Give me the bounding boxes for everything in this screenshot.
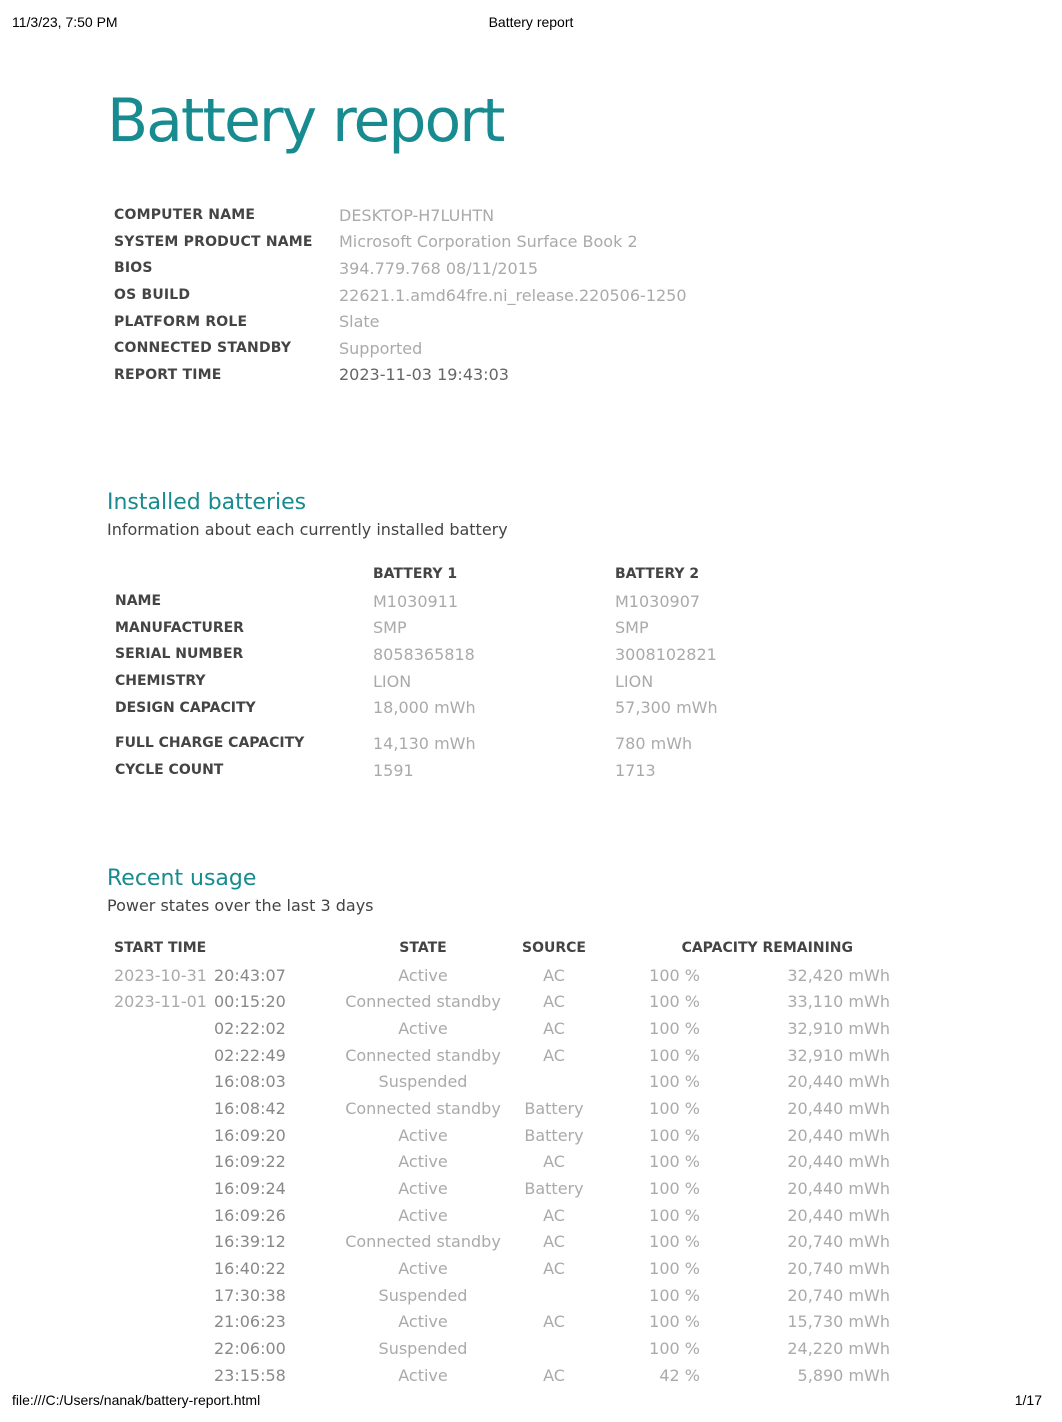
battery-1-value: LION: [373, 671, 412, 691]
print-url: file:///C:/Users/nanak/battery-report.html: [12, 1392, 261, 1408]
battery-2-value: 57,300 mWh: [615, 698, 718, 718]
system-info-value: Supported: [339, 338, 423, 358]
battery-header-blank: [115, 561, 373, 588]
system-info-row: [114, 255, 687, 282]
usage-state: Active: [398, 1365, 448, 1385]
system-info-row: [114, 282, 687, 309]
source-header: SOURCE: [522, 940, 586, 957]
usage-state: Active: [398, 1205, 448, 1225]
usage-source: [522, 1282, 586, 1309]
system-info-table: [114, 202, 687, 388]
usage-row: [114, 1042, 890, 1069]
usage-source: [522, 1068, 586, 1095]
usage-date: [114, 1015, 214, 1042]
usage-time: 22:06:00: [214, 1339, 286, 1359]
usage-time: 23:15:58: [214, 1365, 286, 1385]
usage-time: 16:09:26: [214, 1205, 286, 1225]
system-info-value: 2023-11-03 19:43:03: [339, 365, 509, 385]
usage-date: [114, 1229, 214, 1256]
battery-1-value: 1591: [373, 760, 414, 780]
usage-capacity: 20,440 mWh: [787, 1098, 890, 1118]
usage-source: AC: [543, 1205, 565, 1225]
usage-time: 16:40:22: [214, 1259, 286, 1279]
usage-source: AC: [543, 1045, 565, 1065]
usage-time: 16:09:20: [214, 1125, 286, 1145]
usage-row: [114, 1229, 890, 1256]
usage-date: [114, 1335, 214, 1362]
usage-source: [522, 1335, 586, 1362]
recent-usage-subtitle: Power states over the last 3 days: [107, 896, 374, 915]
system-info-label: COMPUTER NAME: [114, 207, 256, 224]
battery-attr-label: CYCLE COUNT: [115, 762, 224, 779]
system-info-row: [114, 335, 687, 362]
usage-capacity: 15,730 mWh: [787, 1312, 890, 1332]
usage-state: Suspended: [378, 1339, 468, 1359]
battery-1-value: M1030911: [373, 591, 459, 611]
battery-row: [115, 588, 718, 615]
usage-state: Connected standby: [345, 1045, 501, 1065]
usage-percent: 100 %: [649, 1205, 700, 1225]
battery-attr-label: CHEMISTRY: [115, 673, 206, 690]
usage-row: [114, 1282, 890, 1309]
system-info-row: [114, 202, 687, 229]
system-info-row: [114, 362, 687, 389]
usage-percent: 100 %: [649, 1045, 700, 1065]
usage-percent: 100 %: [649, 1232, 700, 1252]
row-spacer: [115, 721, 718, 730]
usage-capacity: 20,740 mWh: [787, 1285, 890, 1305]
usage-time: 16:39:12: [214, 1232, 286, 1252]
usage-capacity: 20,440 mWh: [787, 1125, 890, 1145]
usage-source: AC: [543, 1365, 565, 1385]
usage-state: Connected standby: [345, 1232, 501, 1252]
usage-state: Active: [398, 1312, 448, 1332]
usage-state: Active: [398, 1125, 448, 1145]
usage-time: 16:09:24: [214, 1179, 286, 1199]
usage-date: [114, 1255, 214, 1282]
usage-date: [114, 1362, 214, 1389]
usage-row: [114, 1362, 890, 1389]
battery-attr-label: FULL CHARGE CAPACITY: [115, 735, 305, 752]
battery-row: [115, 614, 718, 641]
print-page-title: Battery report: [488, 14, 574, 30]
system-info-row: [114, 308, 687, 335]
usage-row: [114, 1335, 890, 1362]
system-info-label: CONNECTED STANDBY: [114, 340, 292, 357]
usage-date: [114, 1095, 214, 1122]
battery-attr-label: NAME: [115, 593, 162, 610]
usage-percent: 100 %: [649, 1285, 700, 1305]
installed-batteries-table: [115, 561, 718, 784]
usage-row: [114, 1309, 890, 1336]
usage-row: [114, 1175, 890, 1202]
usage-date: [114, 1282, 214, 1309]
usage-state: Suspended: [378, 1072, 468, 1092]
usage-capacity: 32,910 mWh: [787, 1018, 890, 1038]
battery-1-value: SMP: [373, 618, 407, 638]
battery-row: [115, 730, 718, 757]
usage-time: 02:22:02: [214, 1018, 286, 1038]
battery-row: [115, 668, 718, 695]
print-header: [12, 14, 1050, 34]
battery-2-value: 1713: [615, 760, 656, 780]
usage-row: [114, 1068, 890, 1095]
usage-source: AC: [543, 1152, 565, 1172]
usage-row: [114, 1255, 890, 1282]
usage-percent: 100 %: [649, 1098, 700, 1118]
usage-percent: 100 %: [649, 1259, 700, 1279]
usage-time: 16:08:03: [214, 1072, 286, 1092]
system-info-label: REPORT TIME: [114, 366, 222, 383]
battery-2-value: M1030907: [615, 591, 701, 611]
usage-row: [114, 1015, 890, 1042]
recent-usage-table: [114, 935, 890, 1389]
usage-capacity: 32,910 mWh: [787, 1045, 890, 1065]
installed-batteries-title: Installed batteries: [107, 490, 307, 515]
usage-capacity: 20,440 mWh: [787, 1205, 890, 1225]
usage-row: [114, 1095, 890, 1122]
usage-percent: 100 %: [649, 1312, 700, 1332]
usage-date: 2023-11-01: [114, 992, 207, 1012]
report-title: Battery report: [107, 86, 504, 156]
battery-row: [115, 694, 718, 721]
usage-percent: 100 %: [649, 1125, 700, 1145]
usage-time: 16:09:22: [214, 1152, 286, 1172]
usage-date: [114, 1068, 214, 1095]
usage-date: [114, 1149, 214, 1176]
usage-percent: 100 %: [649, 1018, 700, 1038]
print-page-number: 1/17: [1014, 1392, 1042, 1408]
battery-1-value: 18,000 mWh: [373, 698, 476, 718]
usage-state: Active: [398, 1179, 448, 1199]
usage-date: 2023-10-31: [114, 965, 207, 985]
usage-date: [114, 1175, 214, 1202]
usage-source: Battery: [524, 1179, 584, 1199]
usage-capacity: 20,440 mWh: [787, 1179, 890, 1199]
usage-capacity: 32,420 mWh: [787, 965, 890, 985]
usage-time: 17:30:38: [214, 1285, 286, 1305]
state-header: STATE: [399, 940, 447, 957]
system-info-value: 394.779.768 08/11/2015: [339, 258, 539, 278]
system-info-value: Microsoft Corporation Surface Book 2: [339, 232, 638, 252]
usage-percent: 100 %: [649, 1152, 700, 1172]
recent-usage-title: Recent usage: [107, 866, 257, 891]
usage-date: [114, 1042, 214, 1069]
usage-percent: 100 %: [649, 965, 700, 985]
battery-2-value: SMP: [615, 618, 649, 638]
usage-state: Active: [398, 965, 448, 985]
battery-2-value: LION: [615, 671, 654, 691]
usage-row: [114, 988, 890, 1015]
print-footer: [12, 1392, 1042, 1412]
battery-row: [115, 641, 718, 668]
usage-time: 16:08:42: [214, 1098, 286, 1118]
usage-time: 02:22:49: [214, 1045, 286, 1065]
usage-source: AC: [543, 1312, 565, 1332]
usage-capacity: 20,740 mWh: [787, 1232, 890, 1252]
usage-row: [114, 1122, 890, 1149]
system-info-value: DESKTOP-H7LUHTN: [339, 205, 495, 225]
usage-source: AC: [543, 992, 565, 1012]
system-info-label: SYSTEM PRODUCT NAME: [114, 233, 313, 250]
usage-capacity: 20,740 mWh: [787, 1259, 890, 1279]
usage-time: 00:15:20: [214, 992, 286, 1012]
usage-source: AC: [543, 965, 565, 985]
usage-date: [114, 1202, 214, 1229]
usage-percent: 100 %: [649, 1072, 700, 1092]
battery-attr-label: SERIAL NUMBER: [115, 646, 244, 663]
usage-source: Battery: [524, 1125, 584, 1145]
usage-percent: 100 %: [649, 992, 700, 1012]
capacity-header: CAPACITY REMAINING: [681, 940, 853, 957]
usage-row: [114, 1202, 890, 1229]
system-info-label: PLATFORM ROLE: [114, 313, 248, 330]
system-info-value: 22621.1.amd64fre.ni_release.220506-1250: [339, 285, 687, 305]
battery-2-value: 3008102821: [615, 644, 717, 664]
battery-1-value: 8058365818: [373, 644, 475, 664]
start-time-header: START TIME: [114, 940, 207, 957]
print-datetime: 11/3/23, 7:50 PM: [12, 14, 118, 30]
usage-state: Suspended: [378, 1285, 468, 1305]
battery-2-value: 780 mWh: [615, 733, 693, 753]
system-info-row: [114, 229, 687, 256]
system-info-label: BIOS: [114, 260, 153, 277]
usage-percent: 100 %: [649, 1339, 700, 1359]
usage-capacity: 24,220 mWh: [787, 1339, 890, 1359]
usage-date: [114, 1122, 214, 1149]
usage-state: Active: [398, 1259, 448, 1279]
usage-source: AC: [543, 1018, 565, 1038]
usage-row: [114, 1149, 890, 1176]
battery-attr-label: DESIGN CAPACITY: [115, 699, 256, 716]
usage-source: AC: [543, 1232, 565, 1252]
battery-2-header: BATTERY 2: [615, 566, 700, 583]
usage-capacity: 20,440 mWh: [787, 1152, 890, 1172]
battery-1-value: 14,130 mWh: [373, 733, 476, 753]
installed-batteries-subtitle: Information about each currently installed battery: [107, 520, 508, 539]
usage-date: [114, 1309, 214, 1336]
usage-capacity: 20,440 mWh: [787, 1072, 890, 1092]
system-info-label: OS BUILD: [114, 287, 191, 304]
usage-percent: 42 %: [659, 1365, 700, 1385]
battery-attr-label: MANUFACTURER: [115, 619, 244, 636]
usage-source: AC: [543, 1259, 565, 1279]
usage-percent: 100 %: [649, 1179, 700, 1199]
battery-1-header: BATTERY 1: [373, 566, 458, 583]
battery-row: [115, 757, 718, 784]
usage-capacity: 5,890 mWh: [797, 1365, 890, 1385]
usage-state: Connected standby: [345, 1098, 501, 1118]
usage-source: Battery: [524, 1098, 584, 1118]
usage-capacity: 33,110 mWh: [787, 992, 890, 1012]
usage-time: 20:43:07: [214, 965, 286, 985]
usage-state: Active: [398, 1152, 448, 1172]
system-info-value: Slate: [339, 312, 380, 332]
usage-state: Active: [398, 1018, 448, 1038]
usage-row: [114, 962, 890, 989]
usage-state: Connected standby: [345, 992, 501, 1012]
usage-time: 21:06:23: [214, 1312, 286, 1332]
